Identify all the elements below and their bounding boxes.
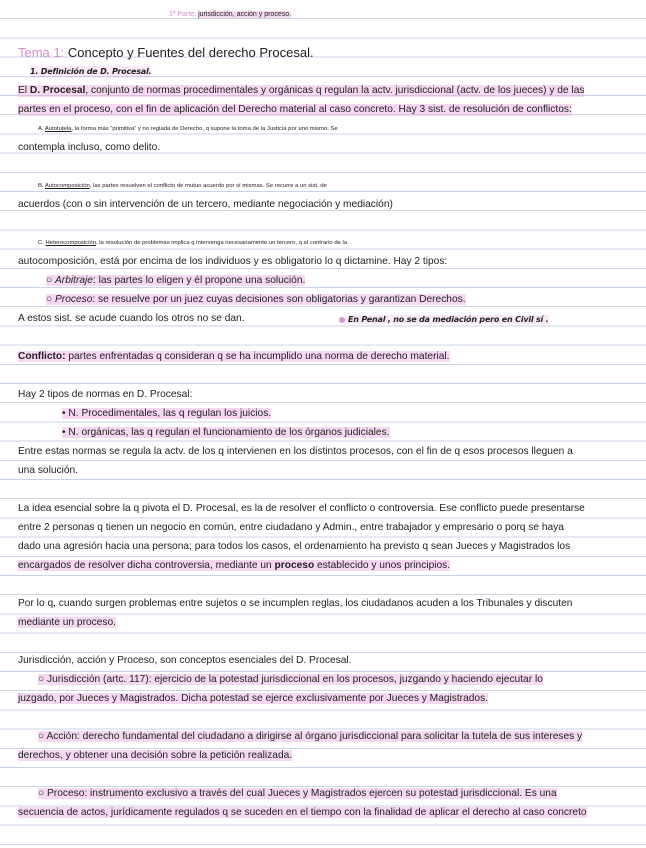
topic-title: Concepto y Fuentes del derecho Procesal.	[67, 45, 314, 60]
arbitraje-item: ○ Arbitraje: las partes lo eligen y él propone una solución.	[46, 275, 306, 286]
part-label: 1ª Parte:	[169, 11, 197, 18]
handwritten-definition-title: 1. Definición de D. Procesal.	[30, 67, 152, 76]
proceso-line-2: secuencia de actos, jurídicamente regulados q se suceden en el tiempo con la finalidad de aplicar el derecho al caso concreto	[18, 807, 587, 818]
page-title	[169, 7, 646, 22]
systems-note: A estos sist. se acude cuando los otros no se dan.	[18, 313, 245, 324]
tribunales-line-1: Por lo q, cuando surgen problemas entre sujetos o se incumplen reglas, los ciudadanos acuden a los Tribunales y discuten	[18, 598, 573, 609]
topic-label: Tema 1:	[18, 45, 65, 60]
accion-line-2: derechos, y obtener una decisión sobre la petición realizada.	[18, 750, 293, 761]
topic-heading	[18, 45, 630, 60]
accion-line-1: ○ Acción: derecho fundamental del ciudadano a dirigirse al órgano jurisdiccional para solicitar la tutela de sus intereses y	[38, 731, 583, 742]
essential-idea-line-1: La idea esencial sobre la q pivota el D. Procesal, es la de resolver el conflicto o controversia. Ese conflicto puede presentarse	[18, 503, 585, 514]
conflicto-definition: Conflicto: partes enfrentadas q consideran q se ha incumplido una norma de derecho material.	[18, 351, 450, 362]
jurisdiccion-line-1: ○ Jurisdicción (artc. 117): ejercicio de la potestad jurisdiccional en los procesos, juzgando y haciendo ejecutar lo	[38, 674, 543, 685]
pink-dot-icon	[339, 317, 345, 323]
definition-line-2: partes en el proceso, con el fin de aplicación del Derecho material al caso concreto. Hay 3 sist. de resolución de conflictos:	[18, 104, 572, 115]
tribunales-line-2: mediante un proceso.	[18, 617, 116, 628]
conflict-resolution-a: A. Autotutela, la forma más “primitiva” y no reglada de Derecho, q supone la toma de la Justicia por uno mismo. Se	[38, 126, 338, 132]
handwritten-penal-note: En Penal , no se da mediación pero en Civil sí .	[339, 314, 549, 326]
part-title: jurisdicción, acción y proceso.	[198, 11, 292, 18]
conflict-resolution-b: B. Autocomposición, las partes resuelven el conflicto de mutuo acuerdo por sí mismas. Se recurre a un sist. de	[38, 183, 327, 189]
proceso-line-1: ○ Proceso: instrumento exclusivo a través del cual Jueces y Magistrados ejercen su potestad jurisdiccional. Es una	[38, 788, 557, 799]
essential-idea-line-3: dado una agresión hacia una persona; para todos los casos, el ordenamiento ha previsto q sean Jueces y Magistrados los	[18, 541, 571, 552]
essential-idea-line-4: encargados de resolver dicha controversia, mediante un proceso establecido y unos principios.	[18, 560, 451, 571]
conflict-resolution-b-cont: acuerdos (con o sin intervención de un tercero, mediante negociación y mediación)	[18, 199, 393, 210]
jurisdiccion-line-2: juzgado, por Jueces y Magistrados. Dicha potestad se ejerce exclusivamente por Jueces y Magistrados.	[18, 693, 488, 704]
definition-line-1: El D. Procesal, conjunto de normas procedimentales y orgánicas q regulan la actv. jurisdiccional (actv. de los jueces) y de las	[18, 85, 585, 96]
conflict-resolution-c-cont: autocomposición, está por encima de los individuos y es obligatorio lo q dictamine. Hay 2 tipos:	[18, 256, 448, 267]
essential-idea-line-2: entre 2 personas q tienen un negocio en común, entre ciudadano y Admin., entre trabajador y empresario o porq se haya	[18, 522, 564, 533]
norms-relation-line-1: Entre estas normas se regula la actv. de los q intervienen en los distintos procesos, con el fin de q esos procesos lleguen a	[18, 446, 573, 457]
norms-relation-line-2: una solución.	[18, 465, 79, 476]
proceso-item: ○ Proceso: se resuelve por un juez cuyas decisiones son obligatorias y garantizan Derechos.	[46, 294, 466, 305]
norm-organicas: • N. orgánicas, las q regulan el funcionamiento de los órganos judiciales.	[62, 427, 390, 438]
conflict-resolution-a-cont: contempla incluso, como delito.	[18, 142, 161, 153]
norm-procedimentales: • N. Procedimentales, las q regulan los juicios.	[62, 408, 272, 419]
conflict-resolution-c: C. Heterocomposición, la resolución de problemas implica q intervenga necesariamente un tercero, q al contrario de la	[38, 240, 348, 246]
concepts-intro: Jurisdicción, acción y Proceso, son conceptos esenciales del D. Procesal.	[18, 655, 352, 666]
norm-types-intro: Hay 2 tipos de normas en D. Procesal:	[18, 389, 193, 400]
